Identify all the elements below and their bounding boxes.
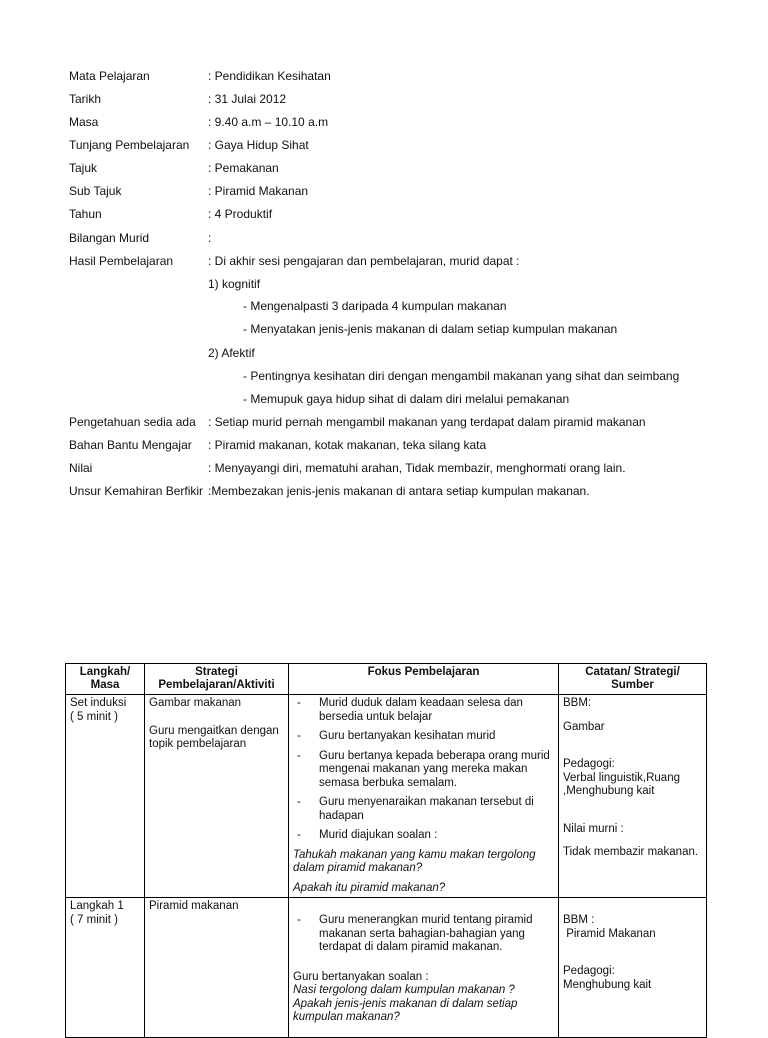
question-text: Nasi tergolong dalam kumpulan makanan ? [293,984,515,996]
notes-cell [559,898,707,1038]
focus-item: - Guru bertanyakan kesihatan murid [297,730,496,742]
notes-bbm-value: Piramid Makanan [563,927,656,940]
strategy-item: Guru mengaitkan dengan topik pembelajaran [149,724,279,750]
focus-cell [289,898,559,1038]
info-value: : Menyayangi diri, mematuhi arahan, Tidak membazir, menghormati orang lain. [208,461,626,475]
info-label: Nilai [69,461,93,475]
focus-item: - Guru bertanya kepada beberapa orang murid mengenai makanan yang mereka makan semasa berbuka semalam. [297,749,550,789]
outcome-item: - Mengenalpasti 3 daripada 4 kumpulan makanan [243,299,507,313]
step-time: ( 7 minit ) [70,913,118,926]
info-label: Pengetahuan sedia ada [69,415,196,429]
outcome-item: - Memupuk gaya hidup sihat di dalam diri melalui pemakanan [243,392,570,406]
notes-bbm-label: BBM: [563,697,592,709]
strategy-item: Piramid makanan [149,900,239,912]
lesson-table [65,663,707,1038]
header-notes: Catatan/ Strategi/ Sumber [559,664,707,695]
step-label: Set induksi [70,697,127,709]
info-value: : Di akhir sesi pengajaran dan pembelajaran, murid dapat : [208,254,520,268]
notes-pedagogy-label: Pedagogi: [563,965,615,977]
info-label: Masa [69,115,99,129]
notes-bbm-value: Gambar [563,720,605,733]
focus-item: - Guru menyenaraikan makanan tersebut di hadapan [297,796,534,822]
table-header-row [66,664,707,695]
info-value: : Gaya Hidup Sihat [208,138,309,152]
focus-item: - Murid duduk dalam keadaan selesa dan bersedia untuk belajar [297,697,523,723]
table-row [66,695,707,898]
info-value: : Piramid Makanan [208,184,309,198]
outcome-item: - Menyatakan jenis-jenis makanan di dalam setiap kumpulan makanan [243,322,618,336]
notes-pedagogy-label: Pedagogi: [563,758,615,770]
notes-values-value: Tidak membazir makanan. [563,846,699,858]
info-value: : Pendidikan Kesihatan [208,69,331,83]
strategy-cell [145,695,289,898]
question-prompt: Guru bertanyakan soalan : [293,970,429,983]
notes-cell [559,695,707,898]
info-value: : Pemakanan [208,161,279,175]
focus-cell [289,695,559,898]
info-value: : [208,231,212,245]
question-text: Apakah itu piramid makanan? [293,881,446,894]
table-row [66,898,707,1038]
outcome-affective-title: 2) Afektif [208,346,255,360]
header-focus: Fokus Pembelajaran [289,664,559,695]
question-text: Apakah jenis-jenis makanan di dalam setiap kumpulan makanan? [293,997,518,1023]
info-label: Unsur Kemahiran Berfikir [69,484,204,498]
info-label: Bahan Bantu Mengajar [69,438,192,452]
info-label: Sub Tajuk [69,184,122,198]
step-label: Langkah 1 [70,900,124,912]
notes-pedagogy-value: Verbal linguistik,Ruang ,Menghubung kait [563,771,680,797]
info-value: : Setiap murid pernah mengambil makanan yang terdapat dalam piramid makanan [208,415,646,429]
outcome-item: - Pentingnya kesihatan diri dengan mengambil makanan yang sihat dan seimbang [243,369,680,383]
info-value: :Membezakan jenis-jenis makanan di antara setiap kumpulan makanan. [208,484,590,498]
step-cell [66,695,145,898]
notes-values-label: Nilai murni : [563,822,624,835]
focus-item: - Guru menerangkan murid tentang piramid makanan serta bahagian-bahagian yang terdapat di dalam piramid makanan. [297,914,533,953]
info-value: : 4 Produktif [208,207,273,221]
strategy-cell [145,898,289,1038]
step-cell [66,898,145,1038]
info-label: Mata Pelajaran [69,69,150,83]
info-label: Hasil Pembelajaran [69,254,174,268]
info-label: Tahun [69,207,102,221]
step-time: ( 5 minit ) [70,710,118,723]
info-value: : Piramid makanan, kotak makanan, teka silang kata [208,438,487,452]
header-step: Langkah/ Masa [66,664,145,695]
info-value: : 31 Julai 2012 [208,92,287,106]
info-label: Tarikh [69,92,102,106]
question-text: Tahukah makanan yang kamu makan tergolong dalam piramid makanan? [293,848,536,874]
info-label: Tunjang Pembelajaran [69,138,190,152]
header-strategy: Strategi Pembelajaran/Aktiviti [145,664,289,695]
strategy-item: Gambar makanan [149,697,242,709]
notes-bbm-label: BBM : [563,914,595,926]
focus-item: - Murid diajukan soalan : [297,829,438,841]
info-label: Bilangan Murid [69,231,150,245]
notes-pedagogy-value: Menghubung kait [563,978,652,991]
info-value: : 9.40 a.m – 10.10 a.m [208,115,329,129]
info-label: Tajuk [69,161,98,175]
outcome-cognitive-title: 1) kognitif [208,277,261,291]
